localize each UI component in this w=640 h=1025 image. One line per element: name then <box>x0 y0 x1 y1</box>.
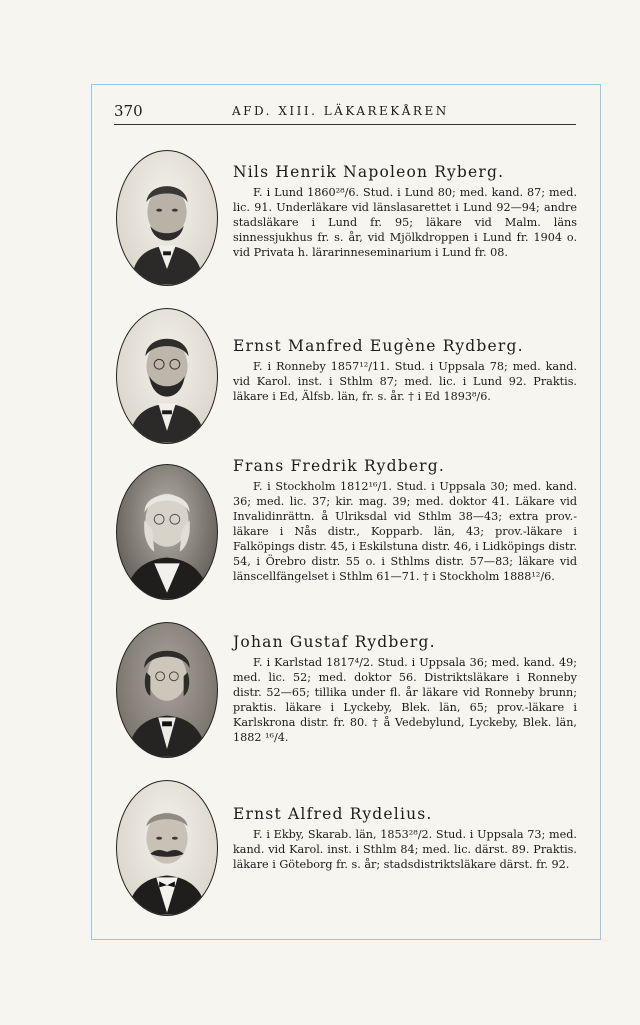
portrait-photo <box>116 308 218 444</box>
running-head <box>114 102 576 125</box>
portrait-photo <box>116 150 218 286</box>
section-title: AFD. XIII. LÄKAREKÅREN <box>232 104 449 118</box>
entry-name: Johan Gustaf Rydberg. <box>233 633 436 651</box>
portrait-photo <box>116 780 218 916</box>
page-number: 370 <box>114 102 143 120</box>
entry-text <box>233 162 577 260</box>
entry-bio: F. i Ekby, Skarab. län, 1853²⁸/2. Stud. i Uppsala 73; med. kand. vid Karol. inst. i Sthlm 84; med. lic. därst. 89. Praktis. läkare i Göteborg fr. s. år; stadsdistriktsläkare därst. fr. 92. <box>233 828 577 871</box>
entry-name: Nils Henrik Napoleon Ryberg. <box>233 163 505 181</box>
entry-bio: F. i Stockholm 1812¹⁶/1. Stud. i Uppsala 30; med. kand. 36; med. lic. 37; kir. mag. 39; med. doktor 41. Läkare vid Invalidinrättn. å Ulriksdal vid Sthlm 38—43; extra prov.-läkare i Nås distr., Kopparb. län, 43; prov.-läkare i Falköpings distr. 45, i Eskilstuna distr. 46, i Lidköpings distr. 54, i Örebro distr. 55 o. i Sthlms distr. 57—83; läkare vid länscellfängelset i Sthlm 61—71. † i Stockholm 1888¹²/6. <box>233 480 577 583</box>
entry-bio: F. i Ronneby 1857¹²/11. Stud. i Uppsala 78; med. kand. vid Karol. inst. i Sthlm 87; med. lic. i Lund 92. Praktis. läkare i Ed, Älfsb. län, fr. s. år. † i Ed 1893⁸/6. <box>233 360 577 403</box>
entry-bio: F. i Lund 1860²⁸/6. Stud. i Lund 80; med. kand. 87; med. lic. 91. Underläkare vid länslasarettet i Lund 92—94; andre stadsläkare i Lund fr. 95; läkare vid Malm. läns sinnessjukhus fr. s. år, vid Mjölkdroppen i Lund fr. 1904 o. vid Privata h. lärarinneseminarium i Lund fr. 08. <box>233 186 577 259</box>
entry-text <box>233 456 577 584</box>
portrait-photo <box>116 464 218 600</box>
entry-text <box>233 632 577 745</box>
entry-bio: F. i Karlstad 1817⁴/2. Stud. i Uppsala 36; med. kand. 49; med. lic. 52; med. doktor 56. Distriktsläkare i Ronneby distr. 52—65; tillika under fl. år läkare vid Ronneby brunn; praktis. läkare i Lyckeby, Blek. län, 65; prov.-läkare i Karlskrona distr. fr. 80. † å Vedebylund, Lyckeby, Blek. län, 1882 ¹⁶/4. <box>233 656 577 744</box>
entry-text <box>233 804 577 872</box>
entry-name: Ernst Alfred Rydelius. <box>233 805 433 823</box>
entry-name: Ernst Manfred Eugène Rydberg. <box>233 337 524 355</box>
entry-text <box>233 336 577 404</box>
entry-name: Frans Fredrik Rydberg. <box>233 457 446 475</box>
portrait-photo <box>116 622 218 758</box>
